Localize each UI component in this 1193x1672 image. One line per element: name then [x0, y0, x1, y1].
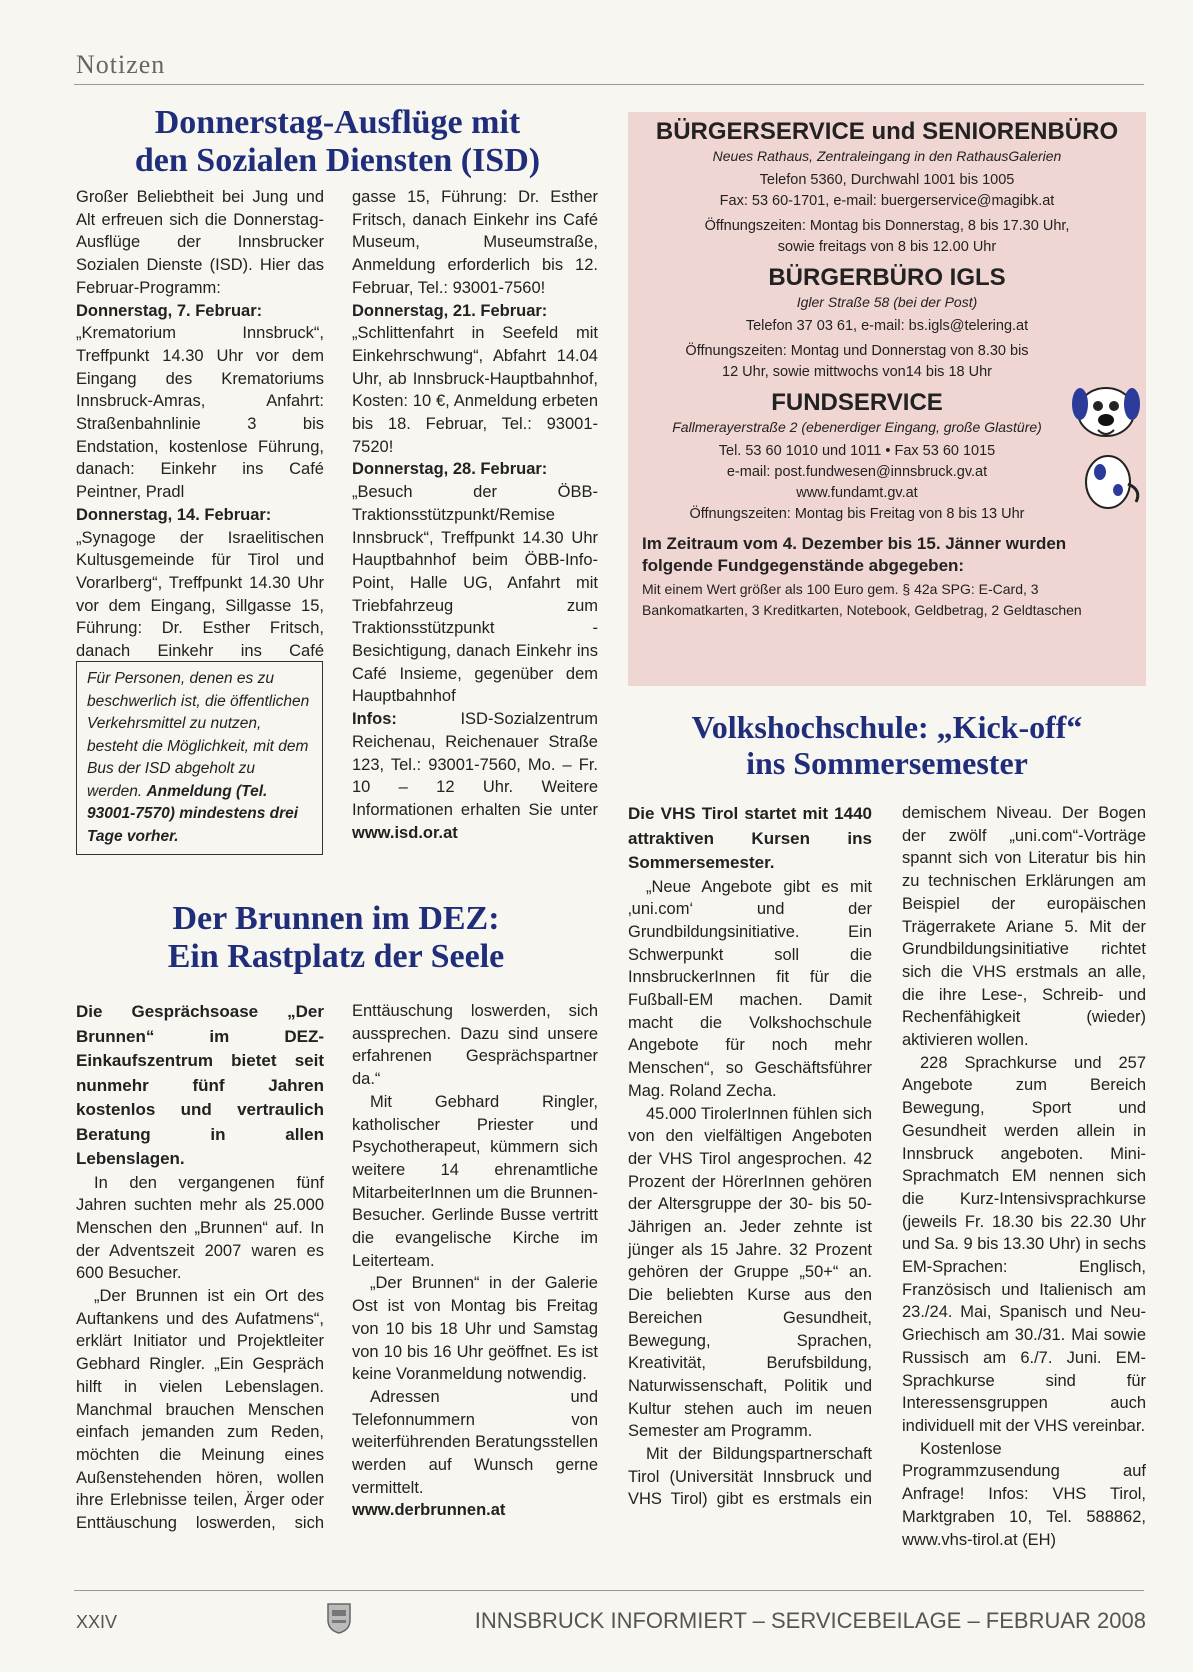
article2-title-line1: Der Brunnen im DEZ:: [172, 900, 500, 937]
article1-infos: [352, 708, 598, 844]
fundservice-email: e-mail: post.fundwesen@innsbruck.gv.at: [726, 464, 988, 480]
buergerservice-hours-1: Öffnungszeiten: Montag bis Donnerstag, 8 bis 17.30 Uhr,: [704, 218, 1070, 234]
excursion-4-date: Donnerstag, 28. Februar:: [352, 460, 548, 479]
article3-paragraph-4: 228 Sprachkurse und 257 Angebote zum Bereich Bewegung, Sport und Gesundheit werden allein in Innsbruck angeboten. Mini-Sprachmatch EM nennen sich die Kurz-Intensivsprachkurse (jeweils Fr. 18.30 bis 22.30 Uhr und Sa. 9 bis 13.30 Uhr) in sechs EM-Sprachen: Englisch, Französisch und Italienisch am 23./24. Mai, Spanisch und Neu-Griechisch am 30./31. Mai sowie Russisch am 6./7. Juni. EM-Sprachkurse sind für Interessensgruppen auch individuell mit der VHS vereinbar.: [902, 1053, 1146, 1435]
publication-footer: INNSBRUCK INFORMIERT – SERVICEBEILAGE – FEBRUAR 2008: [474, 1608, 1146, 1633]
buergerservice-address: Neues Rathaus, Zentraleingang in den RathausGalerien: [712, 148, 1062, 164]
fundservice-phone-fax: Tel. 53 60 1010 und 1011 • Fax 53 60 1015: [718, 443, 996, 459]
note-text: Für Personen, denen es zu beschwerlich ist, die öffentlichen Verkehrsmittel zu nutzen, besteht die Möglichkeit, mit dem Bus der ISD abgeholt zu werden.: [87, 670, 310, 800]
article3-paragraph-3-cont: demischem Niveau. Der Bogen der zwölf „uni.com“-Vorträge spannt sich von Literatur bis hin zu technischen Erklärungen am Beispiel der europäischen Trägerrakete Ariane 5. Mit der Grundbildungsinitiative richtet sich die VHS erstmals an alle, die ihre Lese-, Schreib- und Rechenfähigkeit (wieder) aktivieren wollen.: [902, 804, 1146, 1050]
article3-paragraph-2: 45.000 TirolerInnen fühlen sich von den vielfältigen Angeboten der VHS Tirol angesprochen. 42 Prozent der HörerInnen gehören der Altersgruppe der 30- bis 50-Jährigen an. Jeder zehnte ist jünger als 15 Jahre. 32 Prozent gehören der Gruppe „50+“ an. Die beliebten Kurse aus den Bereichen Gesundheit, Bewegung, Sprachen, Kreativität, Berufsbildung, Naturwissenschaft, Politik und Kultur stehen auch im neuen Semester am Programm.: [628, 1104, 872, 1441]
fundservice-address: Fallmerayerstraße 2 (ebenerdiger Eingang, große Glastüre): [672, 419, 1042, 435]
fundservice-hours: Öffnungszeiten: Montag bis Freitag von 8 bis 13 Uhr: [689, 506, 1025, 522]
service-infobox: [628, 112, 1146, 686]
article3-column-2: [902, 802, 1146, 1551]
article3-paragraph-1: „Neue Angebote gibt es mit ‚uni.com‘ und der Grundbildungsinitiative. Ein Schwerpunkt soll die InnsbruckerInnen fit für die Fußball-EM machen. Damit macht die Volkshochschule Angebote für noch mehr Menschen“, so Geschäftsführer Mag. Roland Zecha.: [628, 877, 872, 1100]
city-crest-icon: [326, 1602, 352, 1634]
article3-title: [628, 710, 1146, 782]
bottom-divider: [74, 1590, 1144, 1591]
buergerservice-phone: Telefon 5360, Durchwahl 1001 bis 1005: [759, 172, 1015, 188]
buergerbuero-igls-address: Igler Straße 58 (bei der Post): [796, 294, 978, 310]
buergerservice-fax-email: Fax: 53 60-1701, e-mail: buergerservice@magibk.at: [719, 193, 1055, 209]
article2-title-line2: Ein Rastplatz der Seele: [167, 938, 505, 976]
article3-paragraph-3: Mit der Bildungspartnerschaft Tirol (Universität Innsbruck und VHS Tirol) gibt es erstmals ein: [628, 1445, 872, 1509]
article1-title-line1: Donnerstag-Ausflüge mit: [154, 104, 521, 141]
article2-paragraph-1: In den vergangenen fünf Jahren suchten mehr als 25.000 Menschen den „Brunnen“ auf. In der Adventszeit 2007 waren es 600 Besucher.: [76, 1173, 324, 1283]
section-label: Notizen: [76, 50, 166, 79]
lost-items-heading: Im Zeitraum vom 4. Dezember bis 15. Jänner wurden folgende Fundgegenstände abgegeben:: [642, 534, 1067, 575]
top-divider: [74, 84, 1144, 85]
article1-intro: Großer Beliebtheit bei Jung und Alt erfreuen sich die Donnerstag-Ausflüge der Innsbrucker Sozialen Dienste (ISD). Hier das Februar-Programm:: [76, 188, 324, 297]
article1-column-2: [352, 186, 598, 844]
buergerservice-heading: BÜRGERSERVICE und SENIORENBÜRO: [655, 118, 1119, 145]
bus-service-note: [76, 661, 323, 855]
buergerservice-hours-2: sowie freitags von 8 bis 12.00 Uhr: [777, 239, 997, 255]
excursion-1-text: „Krematorium Innsbruck“, Treffpunkt 14.30 Uhr vor dem Eingang des Krematoriums Innsbruck-Amras, Anfahrt: Straßenbahnlinie 3 bis Endstation, kostenlose Führung, danach: Einkehr ins Café Peintner, Pradl: [76, 324, 324, 502]
article3-title-line1: Volkshochschule: „Kick-off“: [691, 709, 1083, 745]
excursion-1-date: Donnerstag, 7. Februar:: [76, 301, 263, 320]
article2-lead: Die Gesprächsoase „Der Brunnen“ im DEZ-Einkaufszentrum bietet seit nunmehr fünf Jahren kostenlos und vertraulich Beratung in allen Lebenslagen.: [76, 1002, 324, 1168]
article3-column-1: [628, 802, 872, 1511]
article2-column-2: [352, 1000, 598, 1522]
buergerbuero-igls-heading: BÜRGERBÜRO IGLS: [768, 264, 1006, 291]
fundservice-heading: FUNDSERVICE: [771, 389, 943, 416]
excursion-2-date: Donnerstag, 14. Februar:: [76, 505, 272, 524]
note-registration: Anmeldung (Tel. 93001-7570) mindestens drei Tage vorher.: [87, 782, 299, 845]
buergerbuero-igls-hours-2: 12 Uhr, sowie mittwochs von14 bis 18 Uhr: [722, 364, 992, 380]
fundservice-website: www.fundamt.gv.at: [796, 485, 918, 501]
infos-text: ISD-Sozialzentrum Reichenau, Reichenauer Straße 123, Tel.: 93001-7560, Mo. – Fr. 10 – 12 Uhr. Weitere Informationen erhalten Sie unter: [352, 710, 598, 819]
lost-items-list: Mit einem Wert größer als 100 Euro gem. § 42a SPG: E-Card, 3 Bankomatkarten, 3 Kreditkarten, Notebook, Geldbetrag, 2 Geldtaschen: [642, 581, 1082, 618]
infos-label: Infos:: [352, 710, 397, 729]
article2-title: [76, 900, 596, 976]
article2-paragraph-4: „Der Brunnen“ in der Galerie Ost ist von Montag bis Freitag von 10 bis 18 Uhr und Samstag von 10 bis 16 Uhr geöffnet. Es ist keine Voranmeldung notwendig.: [352, 1274, 598, 1384]
article3-lead: Die VHS Tirol startet mit 1440 attraktiven Kursen ins Sommersemester.: [628, 804, 872, 872]
derbrunnen-website-link[interactable]: www.derbrunnen.at: [352, 1501, 506, 1520]
article2-paragraph-2: „Der Brunnen ist ein Ort des Auftankens und des Aufatmens“, erklärt Initiator und Projektleiter Gebhard Ringler. „Ein Gespräch hilft in vielen Lebenslagen. Manchmal brauchen Menschen einfach jemanden zum Reden, möchten die Meinung eines Außenstehenden hören, wollen ihre Erlebnisse teilen, Ärger oder Enttäuschung loswerden, sich: [76, 1287, 324, 1533]
excursion-3-date: Donnerstag, 21. Februar:: [352, 301, 548, 320]
article3-title-line2: ins Sommersemester: [746, 744, 1028, 781]
excursion-4-text: „Besuch der ÖBB-Traktionsstützpunkt/Remise Innsbruck“, Treffpunkt 14.30 Uhr Hauptbahnhof beim ÖBB-Info-Point, Halle UG, Anfahrt mit Triebfahrzeug zum Traktionsstützpunkt - Besichtigung, danach Einkehr ins Café Insieme, gegenüber dem Hauptbahnhof: [352, 483, 598, 706]
excursion-2-text-cont: gasse 15, Führung: Dr. Esther Fritsch, danach Einkehr ins Café Museum, Museumstraße, Anmeldung erforderlich bis 12. Februar, Tel.: 93001-7560!: [352, 188, 598, 297]
article1-title: [70, 104, 605, 180]
buergerbuero-igls-hours-1: Öffnungszeiten: Montag und Donnerstag von 8.30 bis: [685, 343, 1029, 359]
article1-title-line2: den Sozialen Diensten (ISD): [134, 142, 541, 180]
isd-website-link[interactable]: www.isd.or.at: [352, 823, 458, 842]
article3-paragraph-5: Kostenlose Programmzusendung auf Anfrage! Infos: VHS Tirol, Marktgraben 10, Tel. 588862, www.vhs-tirol.at (EH): [902, 1439, 1146, 1549]
article2-paragraph-2-cont: Enttäuschung loswerden, sich aussprechen. Dazu sind unsere erfahrenen Gesprächspartner da.“: [352, 1002, 598, 1089]
excursion-3-text: „Schlittenfahrt in Seefeld mit Einkehrschwung“, Abfahrt 14.04 Uhr, ab Innsbruck-Hauptbahnhof, Kosten: 10 €, Anmeldung erbeten bis 18. Februar, Tel.: 93001-7520!: [352, 324, 598, 456]
buergerbuero-igls-contact: Telefon 37 03 61, e-mail: bs.igls@telering.at: [745, 318, 1029, 334]
article1-column-1: [76, 186, 324, 663]
article2-paragraph-5: Adressen und Telefonnummern von weiterführenden Beratungsstellen werden auf Wunsch gerne vermittelt.: [352, 1387, 598, 1497]
dog-mascot-illustration: [1066, 372, 1146, 512]
article2-paragraph-3: Mit Gebhard Ringler, katholischer Priester und Psychotherapeut, kümmern sich weitere 14 ehrenamtliche MitarbeiterInnen um die Brunnen-Besucher. Gerlinde Busse vertritt die evangelische Kirche im Leiterteam.: [352, 1092, 598, 1270]
article2-column-1: [76, 1000, 324, 1533]
excursion-2-text: „Synagoge der Israelitischen Kultusgemeinde für Tirol und Vorarlberg“, Treffpunkt 14.30 Uhr vor dem Eingang, Sillgasse 15, Führung: Dr. Esther Fritsch, danach Einkehr ins Café: [76, 528, 324, 661]
page-number: XXIV: [76, 1612, 118, 1632]
